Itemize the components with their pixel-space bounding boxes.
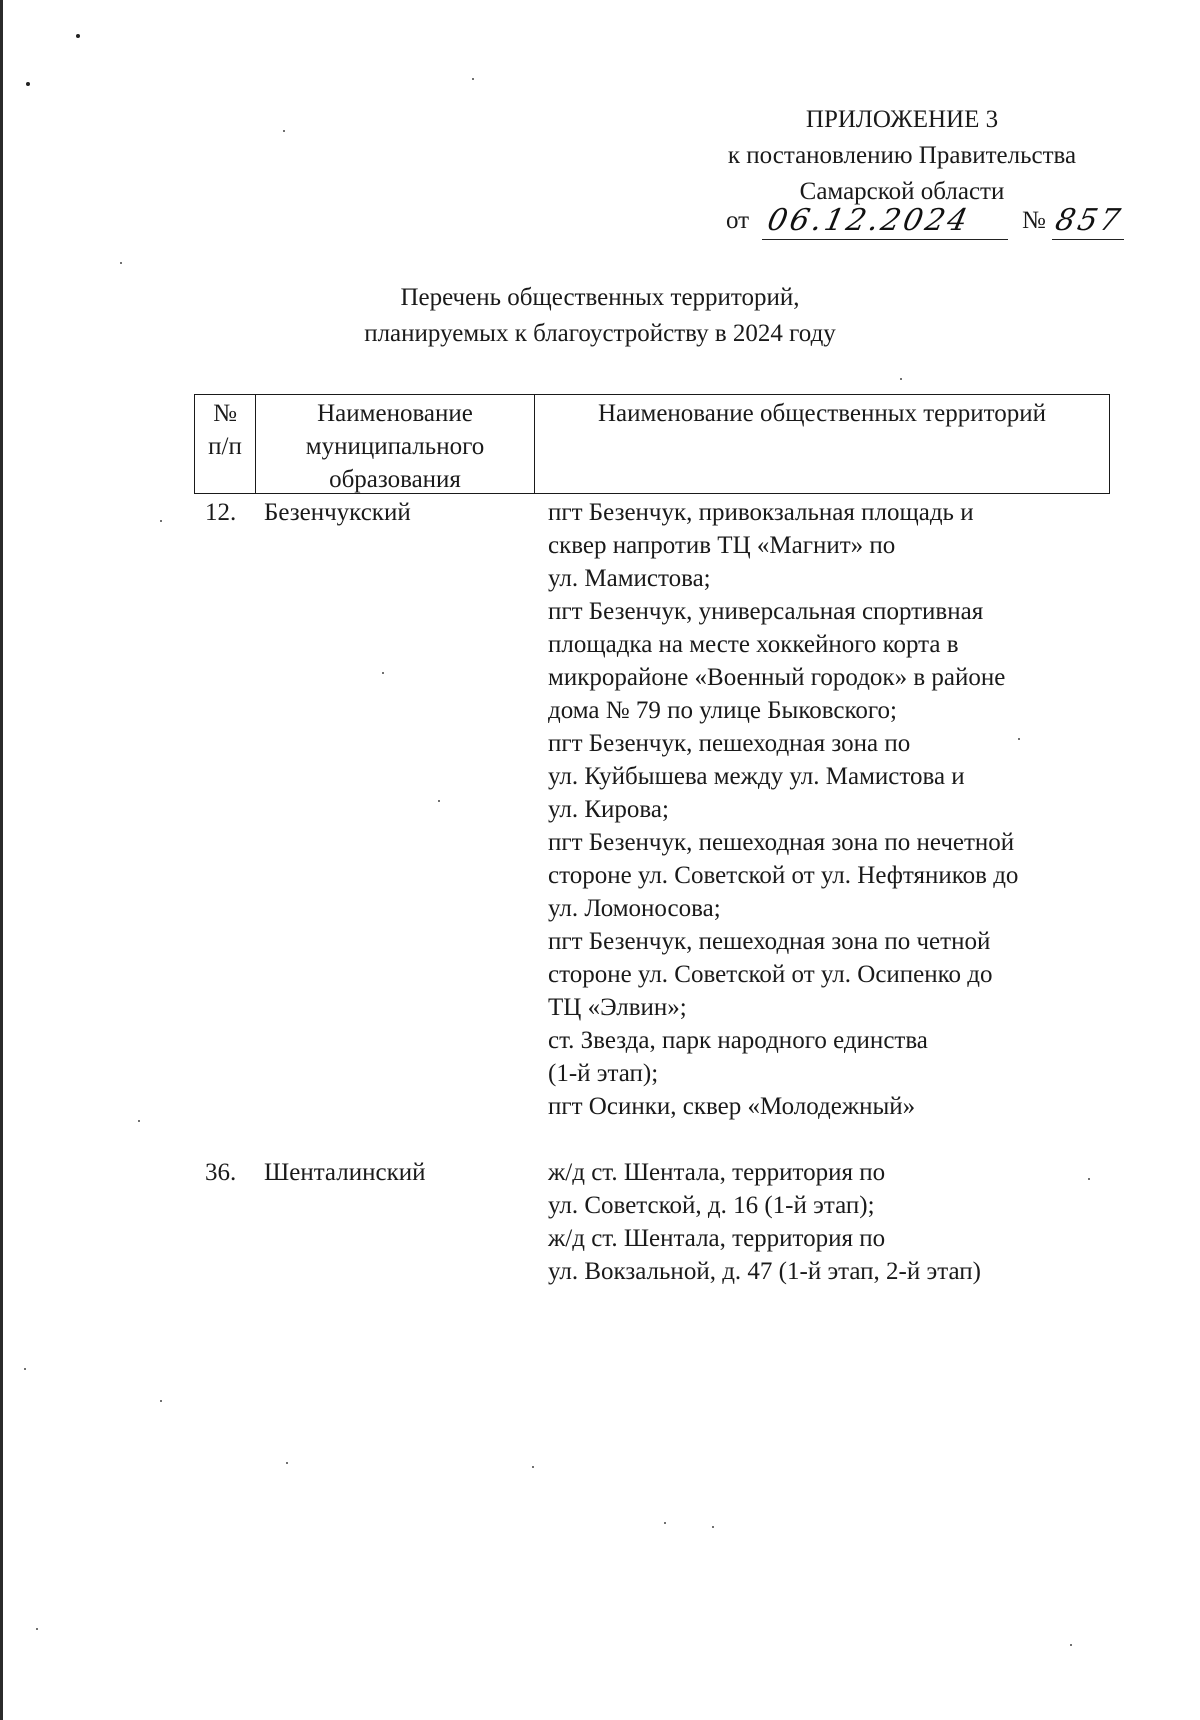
header-municipality-column: [255, 395, 534, 493]
appendix-region: Самарской области: [799, 178, 1005, 205]
scan-speck: [36, 1628, 38, 1630]
scan-speck: [900, 378, 902, 380]
scan-speck: [664, 1522, 666, 1524]
number-underline: [1052, 239, 1124, 240]
header-number-line: №: [213, 400, 237, 427]
scan-speck: [26, 82, 30, 86]
scan-speck: [382, 672, 384, 674]
title-line-1: Перечень общественных территорий,: [400, 284, 800, 311]
scan-speck: [160, 1400, 162, 1402]
row-number: 12.: [205, 499, 237, 526]
row-municipality: Безенчукский: [264, 499, 411, 526]
number-label: №: [1022, 207, 1046, 234]
header-municipality-line: Наименование: [317, 400, 473, 427]
scan-speck: [712, 1526, 714, 1528]
resolution-date-number: [726, 203, 1126, 243]
scan-speck: [76, 34, 80, 38]
territory-line: ст. Звезда, парк народного единства: [548, 1027, 928, 1054]
scan-speck: [438, 800, 440, 802]
header-municipality-line: образования: [329, 466, 461, 493]
territory-line: стороне ул. Советской от ул. Осипенко до: [548, 961, 993, 988]
scan-speck: [532, 1466, 534, 1468]
scan-speck: [286, 1462, 288, 1464]
territory-line: ТЦ «Элвин»;: [548, 994, 687, 1021]
territory-line: (1-й этап);: [548, 1060, 659, 1087]
header-territories-line: Наименование общественных территорий: [597, 400, 1047, 427]
territory-line: пгт Безенчук, пешеходная зона по нечетной: [548, 829, 1015, 856]
territory-line: микрорайоне «Военный городок» в районе: [548, 664, 1006, 691]
territory-line: пгт Безенчук, пешеходная зона по четной: [548, 928, 991, 955]
row-territories: [548, 496, 1108, 1123]
territory-line: дома № 79 по улице Быковского;: [548, 697, 897, 724]
scan-speck: [283, 130, 285, 132]
handwritten-date: 06.12.2024: [764, 203, 974, 238]
date-label: от: [726, 207, 750, 234]
row-territories: [548, 1156, 1108, 1288]
territory-line: пгт Безенчук, пешеходная зона по: [548, 730, 911, 757]
handwritten-number: 857: [1052, 203, 1126, 238]
territory-line: ж/д ст. Шентала, территория по: [548, 1225, 886, 1252]
appendix-subtitle: к постановлению Правительства: [727, 142, 1077, 169]
territory-line: ул. Вокзальной, д. 47 (1-й этап, 2-й этап): [548, 1258, 981, 1285]
territory-line: ул. Мамистова;: [548, 565, 711, 592]
territory-line: ул. Советской, д. 16 (1-й этап);: [548, 1192, 875, 1219]
territory-line: пгт Осинки, сквер «Молодежный»: [548, 1093, 916, 1120]
header-territories-column: [534, 395, 1109, 493]
header-number-column: [195, 395, 255, 493]
row-number: 36.: [205, 1159, 237, 1186]
territory-line: площадка на месте хоккейного корта в: [548, 631, 959, 658]
territory-line: ж/д ст. Шентала, территория по: [548, 1159, 886, 1186]
scan-speck: [1070, 1644, 1072, 1646]
date-underline: [762, 239, 1008, 240]
header-number-line: п/п: [208, 433, 242, 460]
scan-speck: [160, 520, 162, 522]
scan-speck: [24, 1368, 26, 1370]
scan-edge: [0, 0, 3, 1720]
title-line-2: планируемых к благоустройству в 2024 году: [364, 320, 836, 347]
territory-line: ул. Кирова;: [548, 796, 669, 823]
table-header: [194, 394, 1110, 494]
territory-line: пгт Безенчук, привокзальная площадь и: [548, 499, 974, 526]
appendix-header: [692, 102, 1112, 210]
territory-line: сквер напротив ТЦ «Магнит» по: [548, 532, 896, 559]
territory-line: стороне ул. Советской от ул. Нефтяников до: [548, 862, 1019, 889]
territory-line: пгт Безенчук, универсальная спортивная: [548, 598, 984, 625]
row-municipality: Шенталинский: [264, 1159, 426, 1186]
header-municipality-line: муниципального: [305, 433, 485, 460]
territory-line: ул. Ломоносова;: [548, 895, 721, 922]
territory-line: ул. Куйбышева между ул. Мамистова и: [548, 763, 965, 790]
scan-speck: [120, 262, 122, 264]
document-title: [300, 280, 900, 352]
appendix-title: ПРИЛОЖЕНИЕ 3: [805, 106, 999, 133]
scan-speck: [138, 1120, 140, 1122]
scan-speck: [472, 78, 474, 80]
